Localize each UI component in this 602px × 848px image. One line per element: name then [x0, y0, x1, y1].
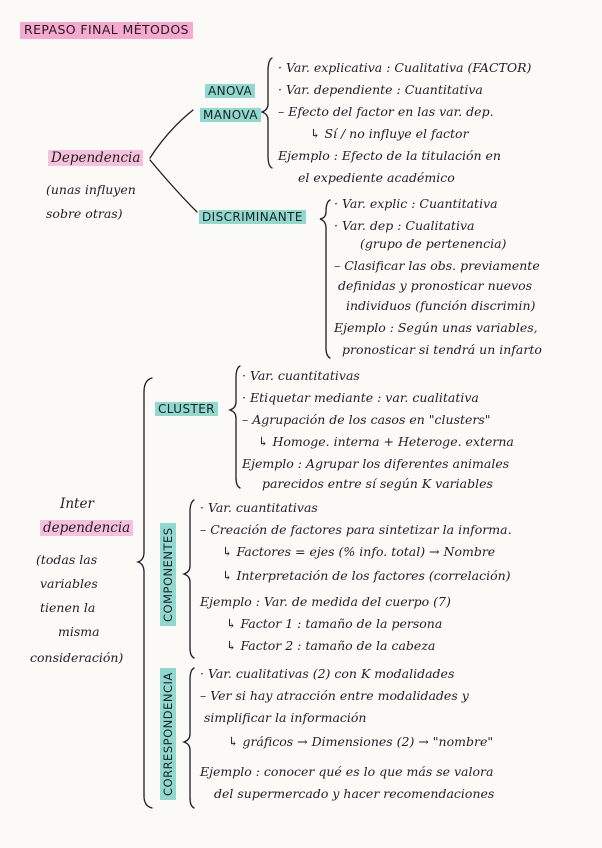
interdependencia-note: (todas las — [36, 552, 98, 567]
cluster-item: ↳ Homoge. interna + Heteroge. externa — [258, 434, 514, 449]
componentes-item: ↳ Factor 2 : tamaño de la cabeza — [226, 638, 436, 653]
anova-item: Ejemplo : Efecto de la titulación en — [278, 148, 501, 163]
discriminante-item: – Clasificar las obs. previamente — [334, 258, 540, 273]
anova-item: – Efecto del factor en las var. dep. — [278, 104, 494, 119]
interdependencia-heading-1: Inter — [60, 496, 94, 512]
componentes-item: ↳ Factores = ejes (% info. total) → Nombre — [222, 544, 496, 559]
interdependencia-note: tienen la — [40, 600, 96, 615]
componentes-brace — [184, 500, 194, 658]
interdependencia-note: misma — [58, 624, 100, 639]
interdependencia-brace — [138, 378, 152, 808]
componentes-item: ↳ Interpretación de los factores (correlación) — [222, 568, 511, 583]
interdependencia-heading-2 — [40, 522, 133, 536]
manova-label: MANOVA — [200, 108, 261, 122]
correspondencia-item: · Var. cualitativas (2) con K modalidades — [200, 666, 455, 681]
dependencia-heading-text: Dependencia — [48, 150, 143, 166]
cluster-label: CLUSTER — [155, 402, 218, 416]
anova-brace — [262, 58, 272, 168]
componentes-item: · Var. cuantitativas — [200, 500, 318, 515]
anova-label: ANOVA — [205, 84, 255, 98]
dependencia-note-2: sobre otras) — [46, 206, 123, 221]
discriminante-brace — [320, 200, 330, 358]
interdependencia-note: consideración) — [30, 650, 124, 665]
componentes-item: – Creación de factores para sintetizar la informa. — [200, 522, 512, 537]
anova-item: · Var. dependiente : Cuantitativa — [278, 82, 483, 97]
correspondencia-label: CORRESPONDENCIA — [160, 668, 176, 800]
anova-item: ↳ Sí / no influye el factor — [310, 126, 469, 141]
discriminante-label: DISCRIMINANTE — [199, 210, 306, 224]
branch-to-anova — [150, 110, 193, 158]
discriminante-item: pronosticar si tendrá un infarto — [342, 342, 542, 357]
dependencia-note-1: (unas influyen — [46, 182, 136, 197]
cluster-item: Ejemplo : Agrupar los diferentes animales — [242, 456, 510, 471]
componentes-item: ↳ Factor 1 : tamaño de la persona — [226, 616, 443, 631]
discriminante-item: (grupo de pertenencia) — [360, 236, 507, 251]
anova-item: el expediente académico — [298, 170, 455, 185]
cluster-brace — [230, 366, 240, 488]
cluster-item: – Agrupación de los casos en "clusters" — [242, 412, 491, 427]
correspondencia-item: del supermercado y hacer recomendaciones — [214, 786, 495, 801]
cluster-item: · Etiquetar mediante : var. cualitativa — [242, 390, 479, 405]
discriminante-item: · Var. explic : Cuantitativa — [334, 196, 498, 211]
discriminante-item: · Var. dep : Cualitativa — [334, 218, 475, 233]
componentes-label: COMPONENTES — [160, 523, 176, 626]
discriminante-item: Ejemplo : Según unas variables, — [334, 320, 538, 335]
dependencia-heading — [48, 152, 143, 166]
branch-to-discriminante — [150, 160, 197, 212]
correspondencia-item: ↳ gráficos → Dimensiones (2) → "nombre" — [228, 734, 494, 749]
correspondencia-item: simplificar la información — [204, 710, 367, 725]
page-title: REPASO FINAL MÉTODOS — [20, 22, 193, 39]
componentes-item: Ejemplo : Var. de medida del cuerpo (7) — [200, 594, 451, 609]
interdependencia-heading-2-text: dependencia — [40, 520, 133, 536]
discriminante-item: individuos (función discrimin) — [346, 298, 536, 313]
cluster-item: parecidos entre sí según K variables — [262, 476, 493, 491]
correspondencia-brace — [184, 668, 194, 808]
correspondencia-item: – Ver si hay atracción entre modalidades y — [200, 688, 469, 703]
discriminante-item: definidas y pronosticar nuevos — [338, 278, 533, 293]
anova-item: · Var. explicativa : Cualitativa (FACTOR) — [278, 60, 532, 75]
interdependencia-note: variables — [40, 576, 98, 591]
cluster-item: · Var. cuantitativas — [242, 368, 360, 383]
correspondencia-item: Ejemplo : conocer qué es lo que más se valora — [200, 764, 494, 779]
